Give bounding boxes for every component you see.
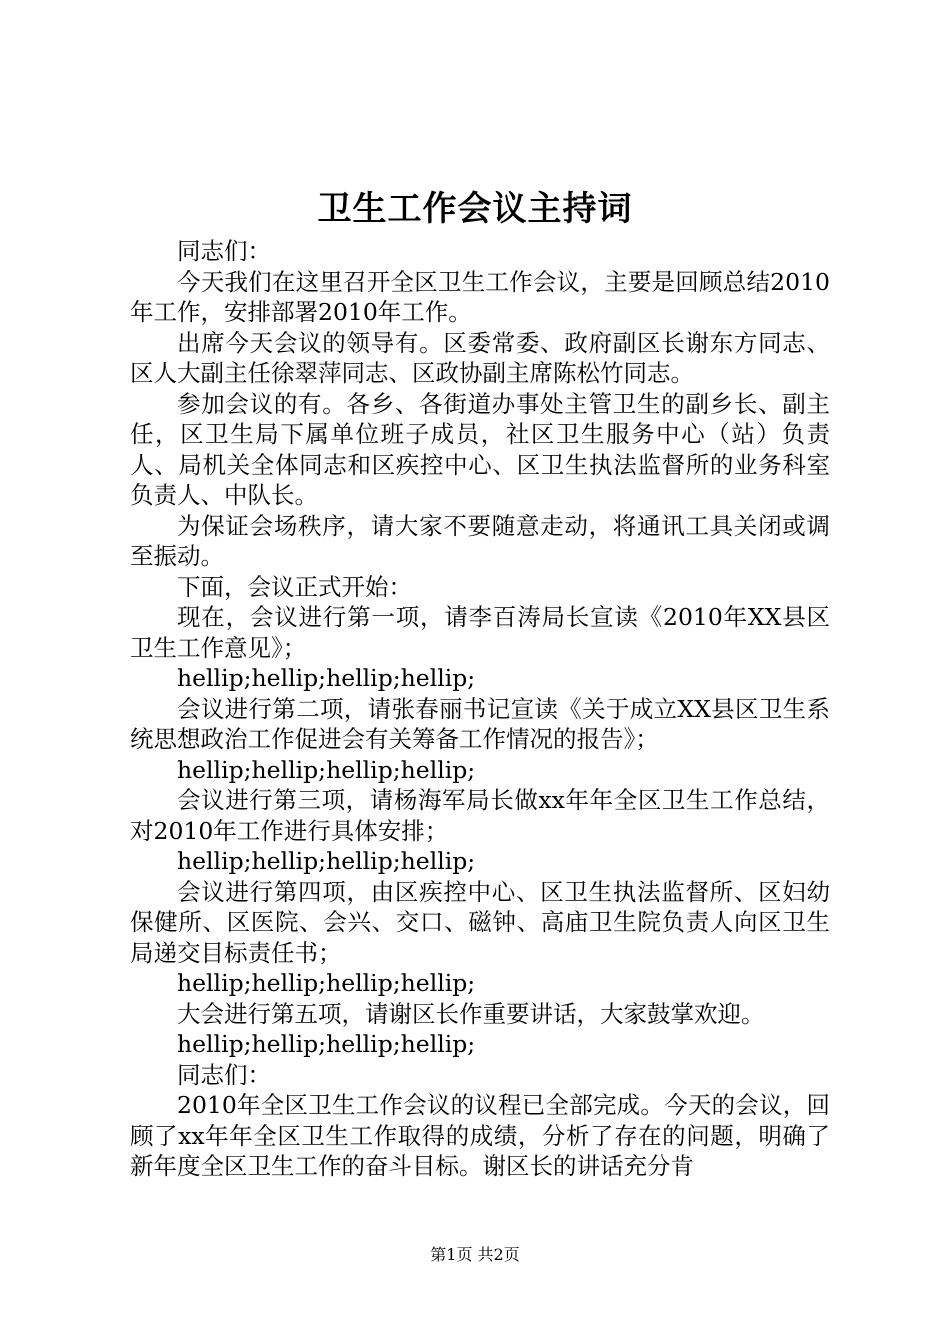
paragraph: 同志们： <box>177 1060 271 1089</box>
paragraph: 为保证会场秩序，请大家不要随意走动，将通讯工具关闭或调至振动。 <box>130 511 830 570</box>
paragraph-ellipsis: hellip;hellip;hellip;hellip; <box>177 1030 476 1058</box>
paragraph: 今天我们在这里召开全区卫生工作会议，主要是回顾总结2010年工作，安排部署2010年工作。 <box>130 267 830 326</box>
paragraph-ellipsis: hellip;hellip;hellip;hellip; <box>177 755 476 784</box>
paragraph: 大会进行第五项，请谢区长作重要讲话，大家鼓掌欢迎。 <box>177 999 765 1028</box>
paragraph: 会议进行第三项，请杨海军局长做xx年年全区卫生工作总结，对2010年工作进行具体安排； <box>130 786 830 845</box>
paragraph: 下面，会议正式开始： <box>177 572 412 601</box>
paragraph: 会议进行第二项，请张春丽书记宣读《关于成立XX县区卫生系统思想政治工作促进会有关筹备工作情况的报告》； <box>130 694 830 753</box>
document-title: 卫生工作会议主持词 <box>317 189 633 229</box>
paragraph: 2010年全区卫生工作会议的议程已全部完成。今天的会议，回顾了xx年年全区卫生工作取得的成绩，分析了存在的问题，明确了新年度全区卫生工作的奋斗目标。谢区长的讲话充分肯 <box>130 1091 830 1180</box>
page-number-footer: 第1页 共2页 <box>430 1245 520 1264</box>
document-body <box>130 236 830 1182</box>
paragraph-ellipsis: hellip;hellip;hellip;hellip; <box>177 969 476 997</box>
paragraph: 会议进行第四项，由区疾控中心、区卫生执法监督所、区妇幼保健所、区医院、会兴、交口、磁钟、高庙卫生院负责人向区卫生局递交目标责任书； <box>130 877 830 967</box>
paragraph: 同志们： <box>177 237 271 265</box>
paragraph: 出席今天会议的领导有。区委常委、政府副区长谢东方同志、区人大副主任徐翠萍同志、区政协副主席陈松竹同志。 <box>130 328 830 387</box>
paragraph: 现在，会议进行第一项，请李百涛局长宣读《2010年XX县区卫生工作意见》； <box>130 603 830 662</box>
paragraph: 参加会议的有。各乡、各街道办事处主管卫生的副乡长、副主任，区卫生局下属单位班子成员，社区卫生服务中心（站）负责人、局机关全体同志和区疾控中心、区卫生执法监督所的业务科室负责人、中队长。 <box>130 389 830 509</box>
paragraph-ellipsis: hellip;hellip;hellip;hellip; <box>177 664 476 692</box>
paragraph-ellipsis: hellip;hellip;hellip;hellip; <box>177 847 476 875</box>
